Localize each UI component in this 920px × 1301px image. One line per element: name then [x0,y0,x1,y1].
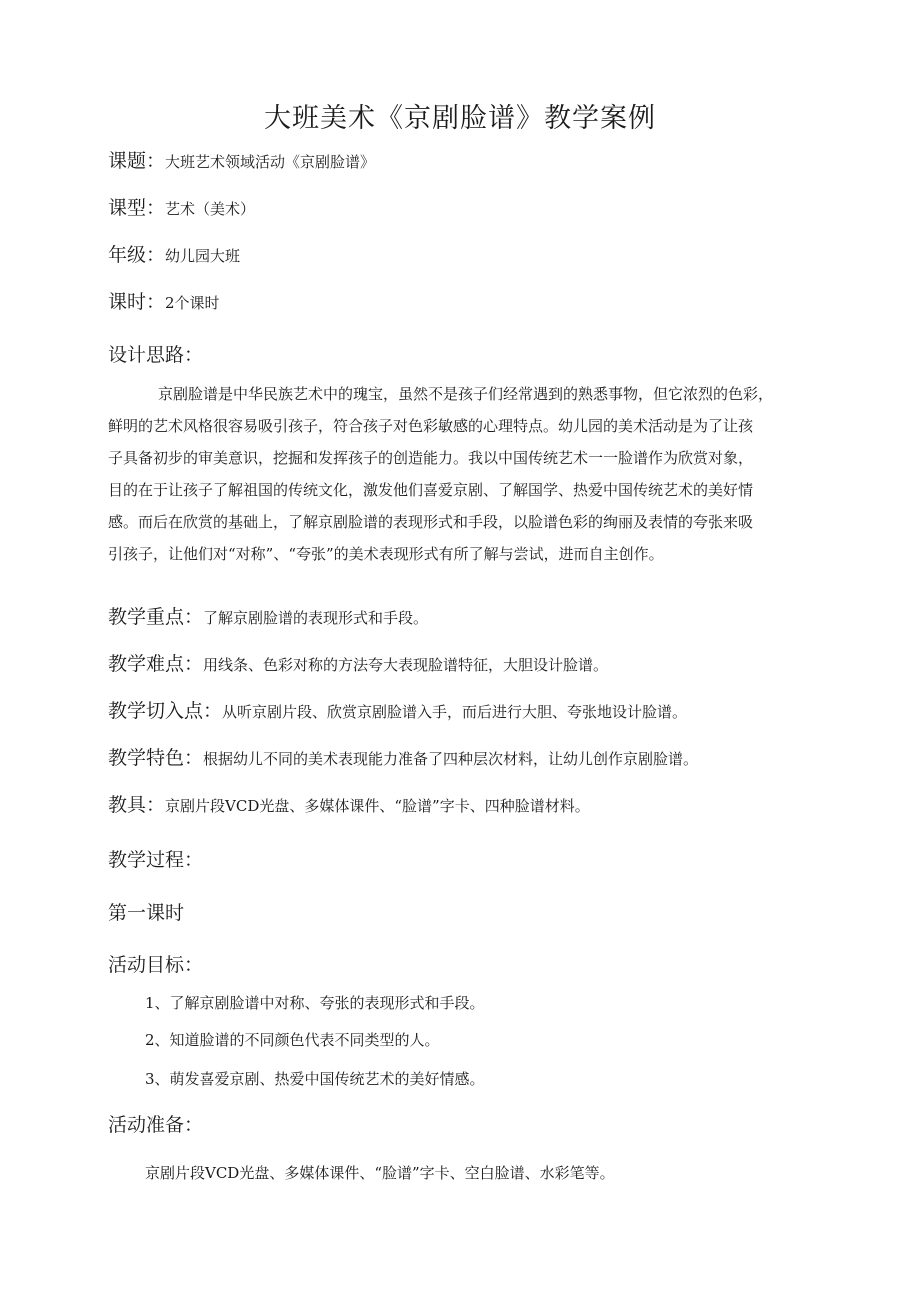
field-label: 课型： [108,197,166,219]
goals-heading: 活动目标： [108,954,204,976]
key-value: 了解京剧脸谱的表现形式和手段。 [203,609,429,627]
key-label: 教学重点： [108,606,204,628]
prep-text: 京剧片段VCD光盘、多媒体课件、“脸谱”字卡、空白脸谱、水彩笔等。 [145,1164,615,1182]
field-value: 大班艺术领域活动《京剧脸谱》 [165,153,376,171]
field-label: 年级： [108,244,166,266]
field-topic [108,150,375,173]
paragraph-line: 子具备初步的审美意识，挖掘和发挥孩子的创造能力。我以中国传统艺术一一脸谱作为欣赏对象， [108,449,754,467]
field-label: 课时： [108,291,166,313]
prep-heading: 活动准备： [108,1114,204,1136]
paragraph-line: 引孩子，让他们对“对称”、“夸张”的美术表现形式有所了解与尝试，进而自主创作。 [108,545,664,563]
document-title: 大班美术《京剧脸谱》教学案例 [264,103,656,134]
key-value: 根据幼儿不同的美术表现能力准备了四种层次材料，让幼儿创作京剧脸谱。 [203,750,699,768]
paragraph-line: 目的在于让孩子了解祖国的传统文化，激发他们喜爱京剧、了解国学、热爱中国传统艺术的美好情 [108,481,754,499]
key-label: 教学难点： [108,653,204,675]
field-hours [108,291,220,314]
key-label: 教具： [108,794,166,816]
key-label: 教学特色： [108,747,204,769]
paragraph-line: 鲜明的艺术风格很容易吸引孩子，符合孩子对色彩敏感的心理特点。幼儿园的美术活动是为了让孩 [108,417,754,435]
design-paragraph [108,378,838,570]
field-label: 课题： [108,150,166,172]
lesson-heading: 第一课时 [108,902,185,924]
key-feature [108,747,698,770]
key-focus [108,606,428,629]
paragraph-line: 感。而后在欣赏的基础上，了解京剧脸谱的表现形式和手段，以脸谱色彩的绚丽及表情的夸张来吸 [108,513,754,531]
key-teaching-aids [108,794,590,817]
goal-item: 1、了解京剧脸谱中对称、夸张的表现形式和手段。 [145,994,485,1012]
key-label: 教学切入点： [108,700,223,722]
key-value: 京剧片段VCD光盘、多媒体课件、“脸谱”字卡、四种脸谱材料。 [165,797,590,815]
field-value: 幼儿园大班 [165,247,241,265]
field-type [108,197,255,220]
paragraph-line: 京剧脸谱是中华民族艺术中的瑰宝，虽然不是孩子们经常遇到的熟悉事物，但它浓烈的色彩， [158,385,774,403]
key-value: 用线条、色彩对称的方法夸大表现脸谱特征，大胆设计脸谱。 [203,656,609,674]
key-difficulty [108,653,608,676]
key-entry-point [108,700,687,723]
process-heading: 教学过程： [108,849,204,871]
goal-item: 3、萌发喜爱京剧、热爱中国传统艺术的美好情感。 [145,1070,485,1088]
field-value: 2个课时 [165,294,220,312]
field-value: 艺术（美术） [165,200,256,218]
field-grade [108,244,240,267]
key-value: 从听京剧片段、欣赏京剧脸谱入手，而后进行大胆、夸张地设计脸谱。 [222,703,688,721]
goal-item: 2、知道脸谱的不同颜色代表不同类型的人。 [145,1031,440,1049]
design-heading: 设计思路： [108,344,204,366]
